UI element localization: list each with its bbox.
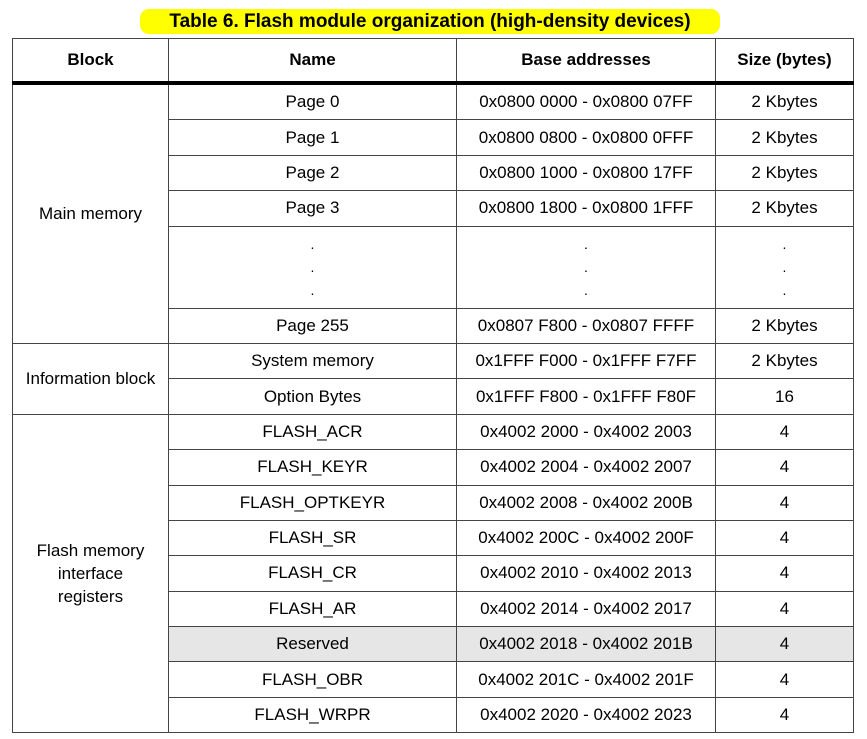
address-cell: 0x4002 2004 - 0x4002 2007 [457, 450, 716, 485]
name-cell: System memory [169, 343, 457, 378]
name-cell: FLASH_CR [169, 556, 457, 591]
size-cell: 4 [716, 520, 854, 555]
name-cell: FLASH_KEYR [169, 450, 457, 485]
address-cell: 0x4002 2000 - 0x4002 2003 [457, 414, 716, 449]
ellipsis-dot: . [584, 281, 588, 298]
name-cell: FLASH_SR [169, 520, 457, 555]
name-cell: Page 3 [169, 191, 457, 226]
address-cell: 0x1FFF F000 - 0x1FFF F7FF [457, 343, 716, 378]
header-block: Block [13, 39, 169, 84]
size-cell: 16 [716, 379, 854, 414]
address-cell: 0x0800 0000 - 0x0800 07FF [457, 83, 716, 120]
header-base-addresses: Base addresses [457, 39, 716, 84]
ellipsis-dot: . [782, 281, 787, 298]
size-cell: 2 Kbytes [716, 120, 854, 155]
name-cell: Page 1 [169, 120, 457, 155]
size-cell: 4 [716, 627, 854, 662]
ellipsis-dot: . [310, 258, 315, 275]
address-cell: 0x1FFF F800 - 0x1FFF F80F [457, 379, 716, 414]
name-cell: Option Bytes [169, 379, 457, 414]
ellipsis-dot: . [782, 258, 787, 275]
ellipsis-cell [716, 226, 854, 308]
header-size: Size (bytes) [716, 39, 854, 84]
address-cell: 0x4002 2010 - 0x4002 2013 [457, 556, 716, 591]
block-main-memory: Main memory [13, 83, 169, 343]
table-row [13, 83, 854, 120]
header-name: Name [169, 39, 457, 84]
ellipsis-dot: . [782, 235, 787, 252]
size-cell: 2 Kbytes [716, 191, 854, 226]
header-row [13, 39, 854, 84]
size-cell: 4 [716, 591, 854, 626]
address-cell: 0x0800 0800 - 0x0800 0FFF [457, 120, 716, 155]
ellipsis-dot: . [584, 258, 588, 275]
address-cell: 0x0800 1000 - 0x0800 17FF [457, 155, 716, 190]
size-cell: 4 [716, 697, 854, 732]
name-cell: FLASH_OPTKEYR [169, 485, 457, 520]
table-row [13, 343, 854, 378]
size-cell: 4 [716, 556, 854, 591]
address-cell: 0x4002 201C - 0x4002 201F [457, 662, 716, 697]
ellipsis-dot: . [310, 281, 315, 298]
name-cell: FLASH_OBR [169, 662, 457, 697]
name-cell: Page 255 [169, 308, 457, 343]
block-information: Information block [13, 343, 169, 414]
size-cell: 4 [716, 450, 854, 485]
table-title: Table 6. Flash module organization (high-density devices) [140, 9, 720, 34]
name-cell: FLASH_WRPR [169, 697, 457, 732]
address-cell: 0x4002 2018 - 0x4002 201B [457, 627, 716, 662]
size-cell: 4 [716, 662, 854, 697]
size-cell: 2 Kbytes [716, 155, 854, 190]
name-cell: FLASH_ACR [169, 414, 457, 449]
block-label-line: registers [57, 586, 124, 606]
block-flash-interface-registers [13, 414, 169, 733]
address-cell: 0x0807 F800 - 0x0807 FFFF [457, 308, 716, 343]
ellipsis-cell [457, 226, 716, 308]
size-cell: 4 [716, 414, 854, 449]
table-row [13, 414, 854, 449]
name-cell: Page 2 [169, 155, 457, 190]
size-cell: 2 Kbytes [716, 308, 854, 343]
size-cell: 2 Kbytes [716, 343, 854, 378]
flash-organization-table [12, 38, 854, 733]
address-cell: 0x4002 2020 - 0x4002 2023 [457, 697, 716, 732]
address-cell: 0x0800 1800 - 0x0800 1FFF [457, 191, 716, 226]
address-cell: 0x4002 2008 - 0x4002 200B [457, 485, 716, 520]
ellipsis-dot: . [584, 235, 588, 252]
size-cell: 2 Kbytes [716, 83, 854, 120]
address-cell: 0x4002 200C - 0x4002 200F [457, 520, 716, 555]
size-cell: 4 [716, 485, 854, 520]
ellipsis-cell [169, 226, 457, 308]
name-cell: Reserved [169, 627, 457, 662]
block-label-line: interface [57, 563, 124, 583]
block-label-line: Flash memory [36, 540, 145, 560]
name-cell: Page 0 [169, 83, 457, 120]
name-cell: FLASH_AR [169, 591, 457, 626]
ellipsis-dot: . [310, 235, 315, 252]
address-cell: 0x4002 2014 - 0x4002 2017 [457, 591, 716, 626]
